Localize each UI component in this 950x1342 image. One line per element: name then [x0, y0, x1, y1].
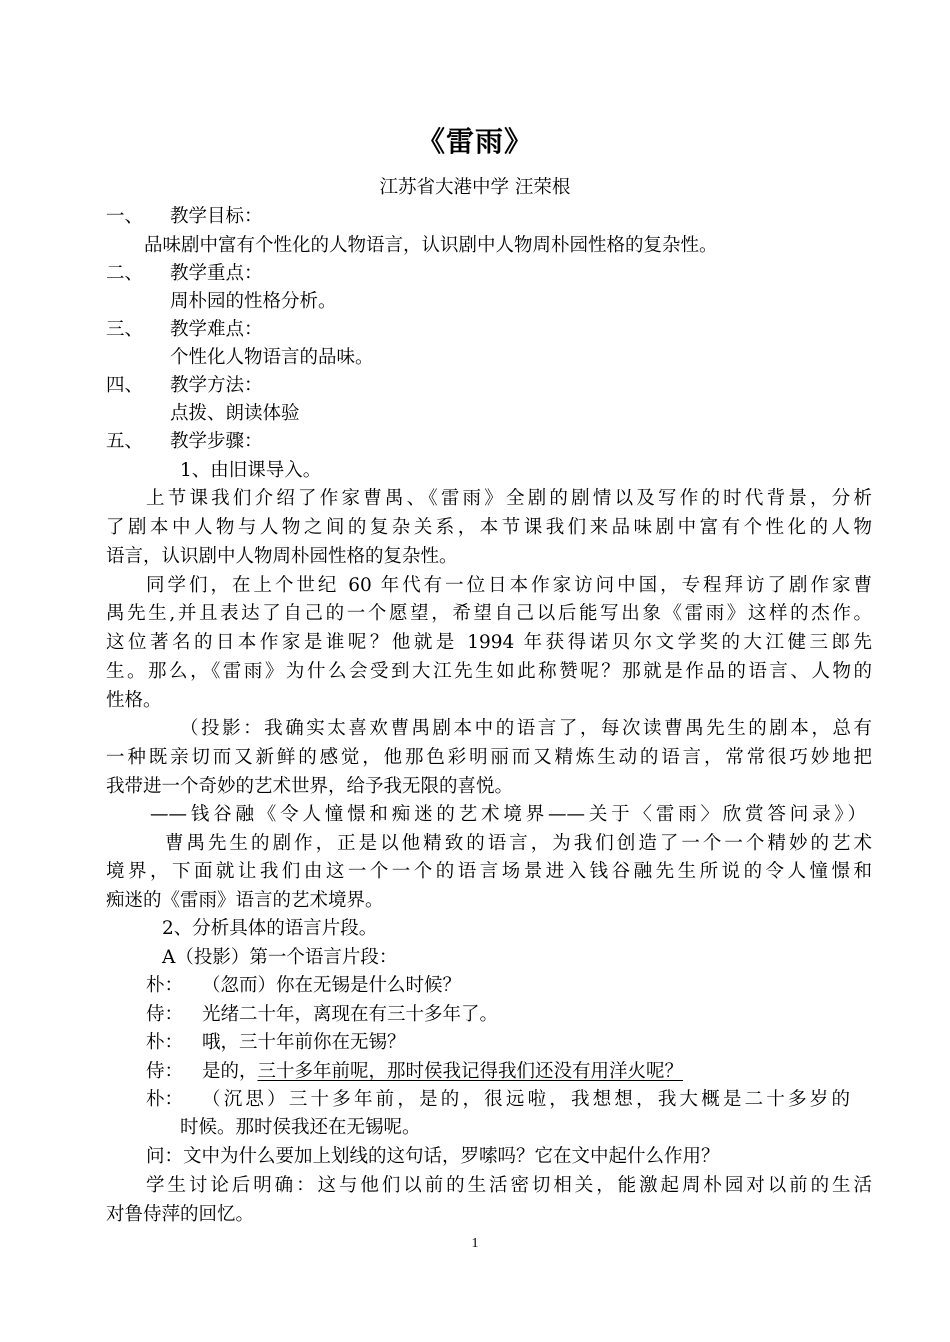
answer-line: 学生讨论后明确：这与他们以前的生活密切相关，能激起周朴园对以前的生活: [146, 1175, 872, 1196]
paragraph-2-line: 性格。: [106, 690, 162, 711]
paragraph-1-line: 了剧本中人物与人物之间的复杂关系，本节课我们来品味剧中富有个性化的人物: [106, 517, 872, 538]
section-2-heading: 教学重点：: [170, 263, 263, 284]
underlined-sentence: 三十多年前呢，那时侯我记得我们还没有用洋火呢？: [257, 1061, 684, 1082]
section-3-heading: 教学难点：: [170, 319, 263, 340]
author-line: 江苏省大港中学 汪荣根: [379, 177, 571, 198]
dialogue-text-continued: 时候。那时侯我还在无锡呢。: [180, 1117, 421, 1138]
paragraph-1-line: 语言，认识剧中人物周朴园性格的复杂性。: [106, 546, 458, 567]
section-1-number: 一、: [106, 206, 144, 227]
quote-line: （投影：我确实太喜欢曹禺剧本中的语言了，每次读曹禺先生的剧本，总有: [180, 718, 872, 739]
section-1-body: 品味剧中富有个性化的人物语言，认识剧中人物周朴园性格的复杂性。: [144, 235, 718, 256]
paragraph-2-line: 生。那么，《雷雨》为什么会受到大江先生如此称赞呢？那就是作品的语言、人物的: [106, 661, 872, 682]
quote-source: ——钱谷融《令人憧憬和痴迷的艺术境界——关于〈雷雨〉欣赏答问录》）: [150, 804, 866, 825]
fragment-a-heading: A（投影）第一个语言片段：: [162, 947, 398, 968]
step-2-heading: 2、分析具体的语言片段。: [162, 918, 378, 939]
question-line: 问：文中为什么要加上划线的这句话，罗嗦吗？它在文中起什么作用？: [146, 1146, 720, 1167]
dialogue-speaker: 侍：: [146, 1061, 184, 1082]
quote-line: 一种既亲切而又新鲜的感觉，他那色彩明丽而又精炼生动的语言，常常很巧妙地把: [106, 747, 872, 768]
section-2-body: 周朴园的性格分析。: [170, 291, 337, 312]
section-5-number: 五、: [106, 431, 144, 452]
paragraph-3-line: 曹禺先生的剧作，正是以他精致的语言，为我们创造了一个一个精妙的艺术: [165, 833, 872, 854]
section-1-heading: 教学目标：: [170, 206, 263, 227]
page-number: 1: [471, 1236, 479, 1251]
document-title: 《雷雨》: [416, 125, 533, 158]
step-1-heading: 1、由旧课导入。: [180, 460, 322, 481]
section-5-heading: 教学步骤：: [170, 431, 263, 452]
dialogue-text: 光绪二十年，离现在有三十多年了。: [202, 1004, 499, 1025]
answer-line: 对鲁侍萍的回忆。: [106, 1204, 255, 1225]
dialogue-speaker: 朴：: [146, 1032, 184, 1053]
dialogue-text: 哦，三十年前你在无锡？: [202, 1032, 406, 1053]
paragraph-2-line: 这位著名的日本作家是谁呢？他就是 1994 年获得诺贝尔文学奖的大江健三郎先: [106, 632, 872, 653]
dialogue-text: [202, 1060, 683, 1084]
dialogue-speaker: 朴：: [146, 975, 184, 996]
section-2-number: 二、: [106, 263, 144, 284]
section-4-heading: 教学方法：: [170, 375, 263, 396]
paragraph-2-line: 同学们，在上个世纪 60 年代有一位日本作家访问中国，专程拜访了剧作家曹: [146, 575, 872, 596]
section-3-number: 三、: [106, 319, 144, 340]
paragraph-3-line: 痴迷的《雷雨》语言的艺术境界。: [106, 890, 384, 911]
dialogue-speaker: 朴：: [146, 1089, 184, 1110]
section-4-body: 点拨、朗读体验: [170, 403, 300, 424]
section-3-body: 个性化人物语言的品味。: [170, 347, 374, 368]
section-4-number: 四、: [106, 375, 144, 396]
dialogue-speaker: 侍：: [146, 1004, 184, 1025]
paragraph-2-line: 禺先生,并且表达了自己的一个愿望，希望自己以后能写出象《雷雨》这样的杰作。: [106, 603, 872, 624]
paragraph-3-line: 境界，下面就让我们由这一个一个的语言场景进入钱谷融先生所说的令人憧憬和: [106, 861, 872, 882]
dialogue-text-plain: 是的，: [202, 1061, 258, 1082]
paragraph-1-line: 上节课我们介绍了作家曹禺、《雷雨》全剧的剧情以及写作的时代背景，分析: [146, 488, 872, 509]
dialogue-text: （忽而）你在无锡是什么时候？: [202, 975, 462, 996]
quote-line: 我带进一个奇妙的艺术世界，给予我无限的喜悦。: [106, 776, 514, 797]
dialogue-text: （沉思）三十多年前，是的，很远啦，我想想，我大概是二十多岁的: [202, 1089, 850, 1110]
